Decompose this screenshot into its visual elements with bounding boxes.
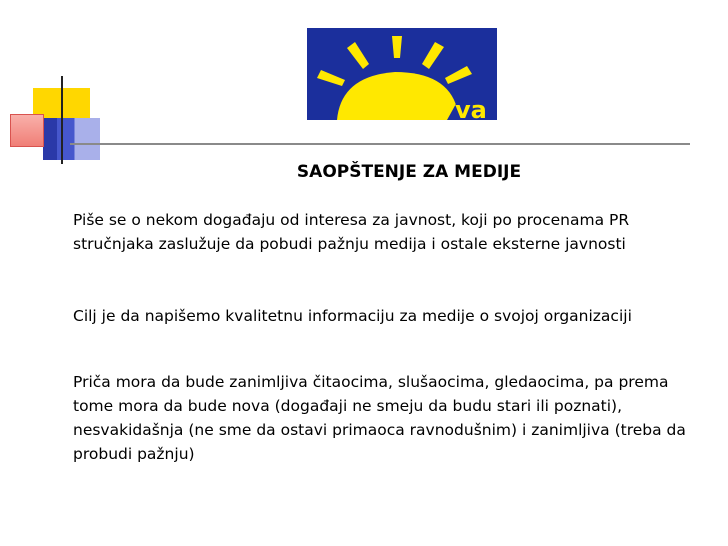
title-divider [70,143,690,145]
decor-red-square [10,114,44,147]
decor-blue-square [43,118,100,160]
paragraph-2: Cilj je da napišemo kvalitetnu informaciju za medije o svojoj organizaciji [73,307,632,325]
paragraph-1: Piše se o nekom događaju od interesa za javnost, koji po procenama PR stručnjaka zaslužuje da pobudi pažnju medija i ostale eksterne javnosti [73,211,630,253]
logo-text: va [455,96,487,120]
paragraph-3: Priča mora da bude zanimljiva čitaocima, slušaocima, gledaocima, pa prema tome mora da bude nova (događaji ne smeju da budu stari ili poznati), nesvakidašnja (ne sme da ostavi primaoca ravnodušnim) i zanimljiva (treba da probudi pažnju) [73,373,686,463]
decor-vertical-line [61,76,63,164]
slide-title: SAOPŠTENJE ZA MEDIJE [296,162,522,182]
sun-logo [307,28,497,120]
